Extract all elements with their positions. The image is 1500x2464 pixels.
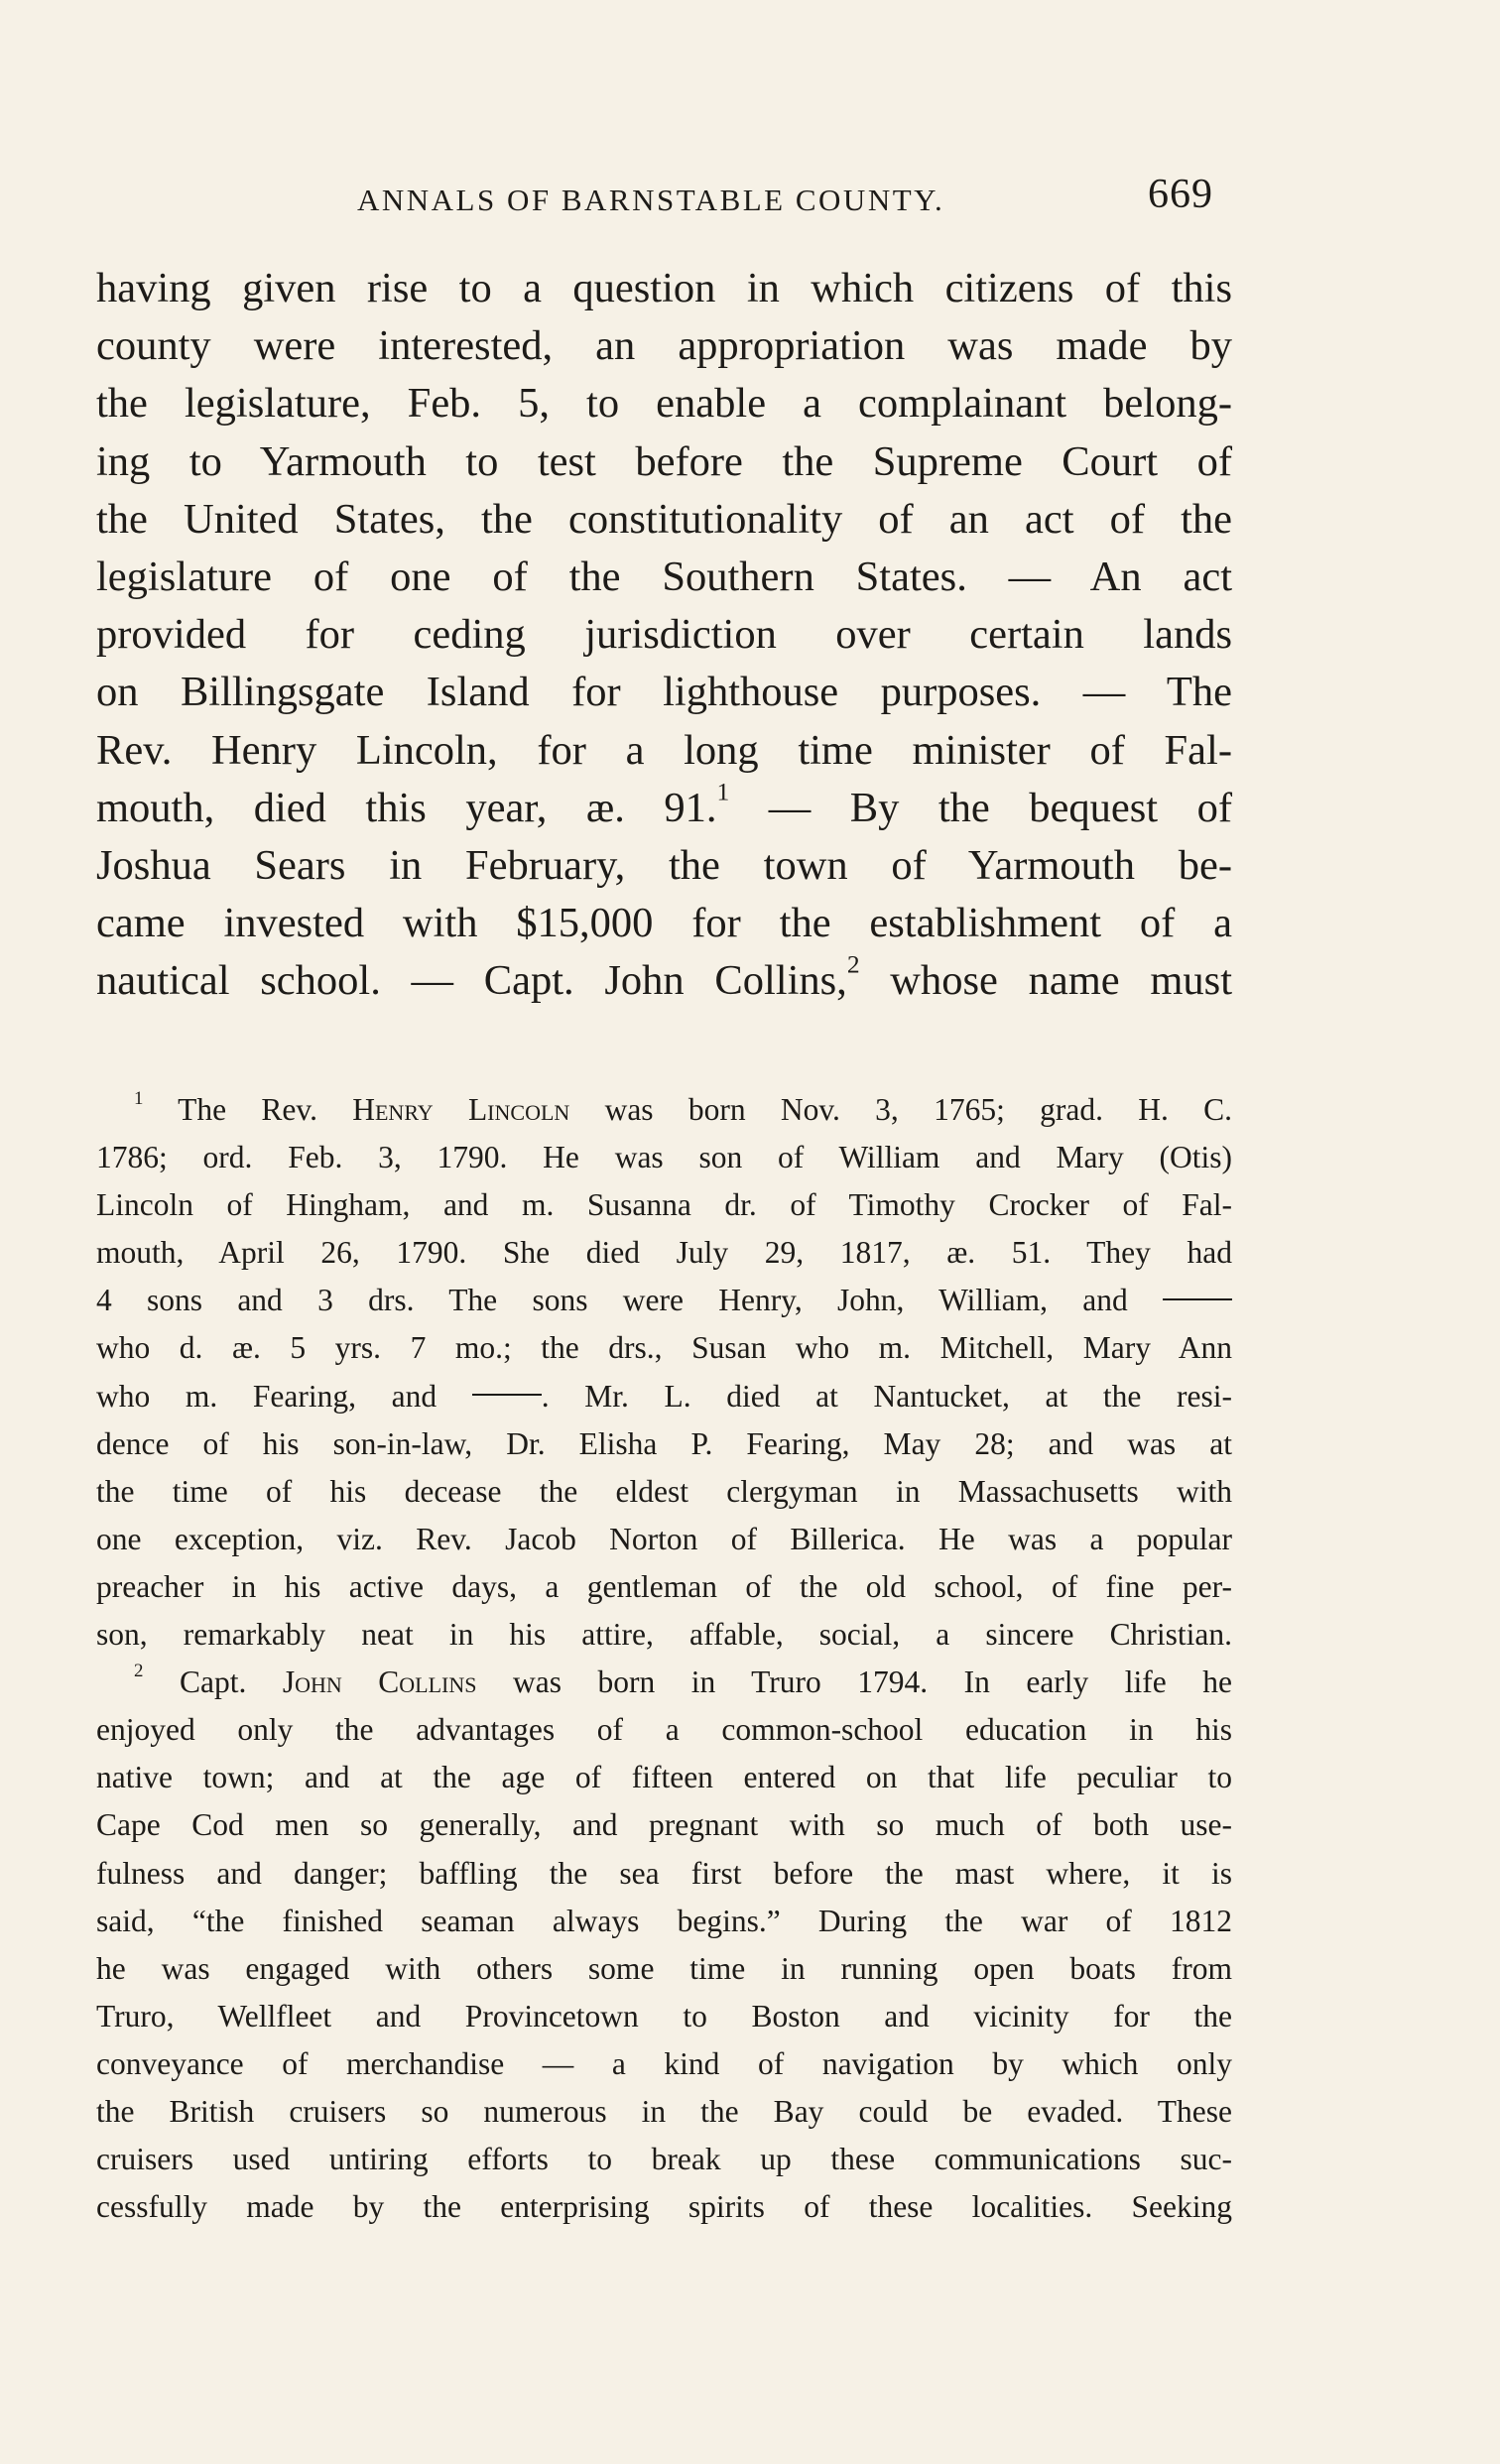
footnote-line: native town; and at the age of fifteen entered on that life peculiar to — [96, 1760, 1232, 1795]
body-line: came invested with $15,000 for the establishment of a — [96, 900, 1232, 947]
footnote-line: Cape Cod men so generally, and pregnant with so much of both use- — [96, 1807, 1232, 1843]
body-line: having given rise to a question in which citizens of this — [96, 265, 1232, 311]
footnote-line: Lincoln of Hingham, and m. Susanna dr. of Timothy Crocker of Fal- — [96, 1187, 1232, 1223]
running-title: ANNALS OF BARNSTABLE COUNTY. — [357, 183, 945, 217]
footnote-line: 1786; ord. Feb. 3, 1790. He was son of William and Mary (Otis) — [96, 1140, 1232, 1175]
body-line-text: — By the bequest of — [729, 784, 1232, 831]
body-line: the United States, the constitutionality of an act of the — [96, 495, 1232, 543]
footnote-text: The Rev. — [143, 1092, 353, 1127]
footnote-line: who d. æ. 5 yrs. 7 mo.; the drs., Susan who m. Mitchell, Mary Ann — [96, 1330, 1232, 1366]
footnote-line: the British cruisers so numerous in the Bay could be evaded. These — [96, 2093, 1232, 2129]
footnote-text: was born Nov. 3, 1765; grad. H. C. — [569, 1092, 1233, 1127]
body-line-text: nautical school. — Capt. John Collins, — [96, 957, 847, 1005]
footnote-line: cessfully made by the enterprising spirits of these localities. Seeking — [96, 2189, 1232, 2225]
footnote-2-first-line — [96, 1659, 1232, 1706]
main-text — [96, 260, 1232, 1010]
footnote-line: son, remarkably neat in his attire, affable, social, a sincere Christian. — [96, 1617, 1232, 1653]
footnote-line: one exception, viz. Rev. Jacob Norton of Billerica. He was a popular — [96, 1521, 1232, 1556]
body-line: provided for ceding jurisdiction over certain lands — [96, 611, 1232, 659]
footnote-line: conveyance of merchandise — a kind of navigation by which only — [96, 2045, 1232, 2081]
footnote-line: preacher in his active days, a gentleman of the old school, of fine per- — [96, 1568, 1232, 1604]
footnote-text: Capt. — [143, 1664, 283, 1700]
footnote-ref-1: 1 — [716, 777, 730, 806]
footnote-line: the time of his decease the eldest clergyman in Massachusetts with — [96, 1473, 1232, 1509]
footnote-line: fulness and danger; baffling the sea first before the mast where, it is — [96, 1855, 1232, 1891]
footnote-line: enjoyed only the advantages of a common-school education in his — [96, 1712, 1232, 1748]
body-line: Joshua Sears in February, the town of Yarmouth be- — [96, 841, 1232, 889]
footnote-marker: 2 — [134, 1661, 144, 1682]
page-number: 669 — [1148, 172, 1213, 217]
body-line: on Billingsgate Island for lighthouse purposes. — The — [96, 669, 1232, 716]
footnote-ref-2: 2 — [846, 949, 860, 979]
body-line-text: mouth, died this year, æ. 91. — [96, 784, 717, 831]
body-line: ing to Yarmouth to test before the Supreme Court of — [96, 437, 1232, 485]
body-line: Rev. Henry Lincoln, for a long time minister of Fal- — [96, 726, 1232, 774]
footnote-line: mouth, April 26, 1790. She died July 29, 1817, æ. 51. They had — [96, 1235, 1232, 1271]
footnote-person-name: John Collins — [282, 1664, 477, 1700]
footnote-line — [96, 1373, 1232, 1420]
footnote-1-first-line — [96, 1086, 1232, 1134]
footnote-line: Truro, Wellfleet and Provincetown to Boston and vicinity for the — [96, 1998, 1232, 2033]
footnote-marker: 1 — [134, 1087, 144, 1109]
footnote-line: he was engaged with others some time in running open boats from — [96, 1950, 1232, 1986]
footnote-line: dence of his son-in-law, Dr. Elisha P. Fearing, May 28; and was at — [96, 1425, 1232, 1461]
body-line: legislature of one of the Southern States. — An act — [96, 553, 1232, 600]
footnotes — [96, 1086, 1232, 2231]
body-line — [96, 777, 1232, 837]
footnote-text: was born in Truro 1794. In early life he — [476, 1664, 1232, 1700]
body-line — [96, 949, 1232, 1010]
footnote-person-name: Henry Lincoln — [352, 1092, 570, 1127]
footnote-text: who m. Fearing, and — [96, 1378, 438, 1414]
blank-dash — [1163, 1298, 1232, 1300]
footnote-line — [96, 1277, 1232, 1324]
blank-dash — [472, 1394, 542, 1396]
body-line: the legislature, Feb. 5, to enable a complainant belong- — [96, 380, 1232, 428]
body-line-text: whose name must — [859, 957, 1232, 1005]
footnote-text: . Mr. L. died at Nantucket, at the resi- — [541, 1378, 1232, 1414]
running-head — [357, 169, 1230, 228]
body-line: county were interested, an appropriation was made by — [96, 322, 1232, 370]
footnote-line: cruisers used untiring efforts to break up these communications suc- — [96, 2142, 1232, 2177]
footnote-line: said, “the finished seaman always begins.” During the war of 1812 — [96, 1903, 1232, 1938]
footnote-text: 4 sons and 3 drs. The sons were Henry, John, William, and — [96, 1283, 1128, 1318]
